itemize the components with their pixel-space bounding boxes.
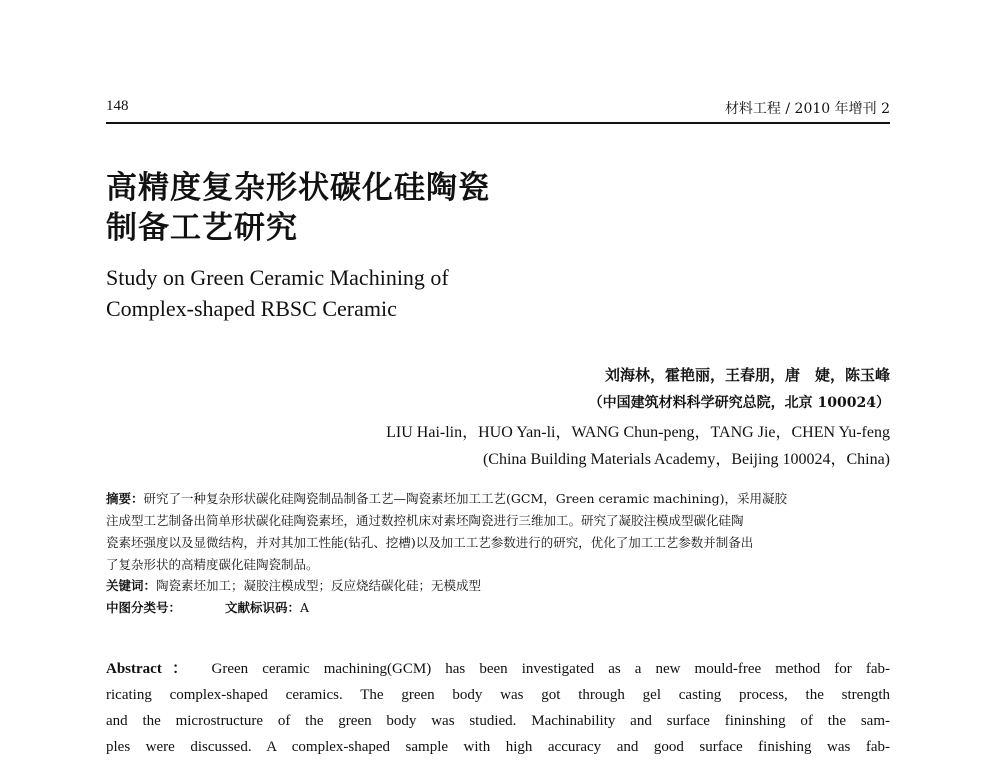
title-en-line-2: Complex-shaped RBSC Ceramic [106, 296, 397, 321]
title-chinese [106, 168, 490, 248]
abstract-cn-line-1 [106, 488, 890, 510]
title-cn-line-1: 高精度复杂形状碳化硅陶瓷 [106, 170, 490, 206]
affiliation-chinese: （中国建筑材料科学研究总院，北京 100024） [588, 395, 890, 411]
abstract-en-line-1 [106, 656, 890, 682]
abstract-english [106, 656, 890, 760]
abstract-cn-line-4: 了复杂形状的高精度碳化硅陶瓷制品。 [106, 557, 319, 572]
doc-code-label: 文献标识码： [225, 600, 301, 615]
abstract-en-line-2: ricating complex-shaped ceramics. The green body was got through gel casting process, the strength [106, 687, 890, 703]
page-number: 148 [106, 98, 129, 114]
doc-code: A [300, 600, 310, 615]
keywords-text: 陶瓷素坯加工；凝胶注模成型；反应烧结碳化硅；无模成型 [156, 578, 482, 593]
abstract-cn-line-3: 瓷素坯强度以及显微结构，并对其加工性能(钻孔、挖槽)以及加工工艺参数进行的研究，优化了加工工艺参数并制备出 [106, 535, 754, 550]
authors-chinese: 刘海林，霍艳丽，王春朋，唐 婕，陈玉峰 [604, 366, 890, 384]
authors-english: LIU Hai-lin，HUO Yan-li，WANG Chun-peng，TANG Jie，CHEN Yu-feng [386, 424, 890, 441]
header-divider [106, 122, 890, 124]
abstract-cn-text-1: 研究了一种复杂形状碳化硅陶瓷制品制备工艺—陶瓷素坯加工工艺(GCM，Green ceramic machining)，采用凝胶 [143, 491, 788, 506]
title-en-line-1: Study on Green Ceramic Machining of [106, 265, 449, 290]
abstract-en-label: Abstract： [106, 661, 198, 677]
clc-label: 中图分类号： [106, 600, 182, 615]
affiliation-english: (China Building Materials Academy，Beijing 100024，China) [482, 451, 890, 468]
classification [106, 598, 309, 616]
abstract-en-line-3: and the microstructure of the green body was studied. Machinability and surface fininshing of the sam- [106, 713, 890, 729]
journal-name: 材料工程 / 2010 年增刊 2 [724, 101, 890, 117]
keywords [106, 576, 481, 594]
abstract-en-text-1: Green ceramic machining(GCM) has been investigated as a new mould-free method for fab- [211, 661, 890, 677]
keywords-label: 关键词： [106, 578, 157, 593]
abstract-cn-label: 摘要： [106, 491, 144, 506]
abstract-chinese [106, 488, 890, 576]
abstract-cn-line-2: 注成型工艺制备出简单形状碳化硅陶瓷素坯，通过数控机床对素坯陶瓷进行三维加工。研究了凝胶注模成型碳化硅陶 [106, 513, 744, 528]
title-english [106, 262, 449, 324]
abstract-en-line-4: ples were discussed. A complex-shaped sample with high accuracy and good surface finishing was fab- [106, 739, 890, 755]
title-cn-line-2: 制备工艺研究 [106, 210, 298, 246]
